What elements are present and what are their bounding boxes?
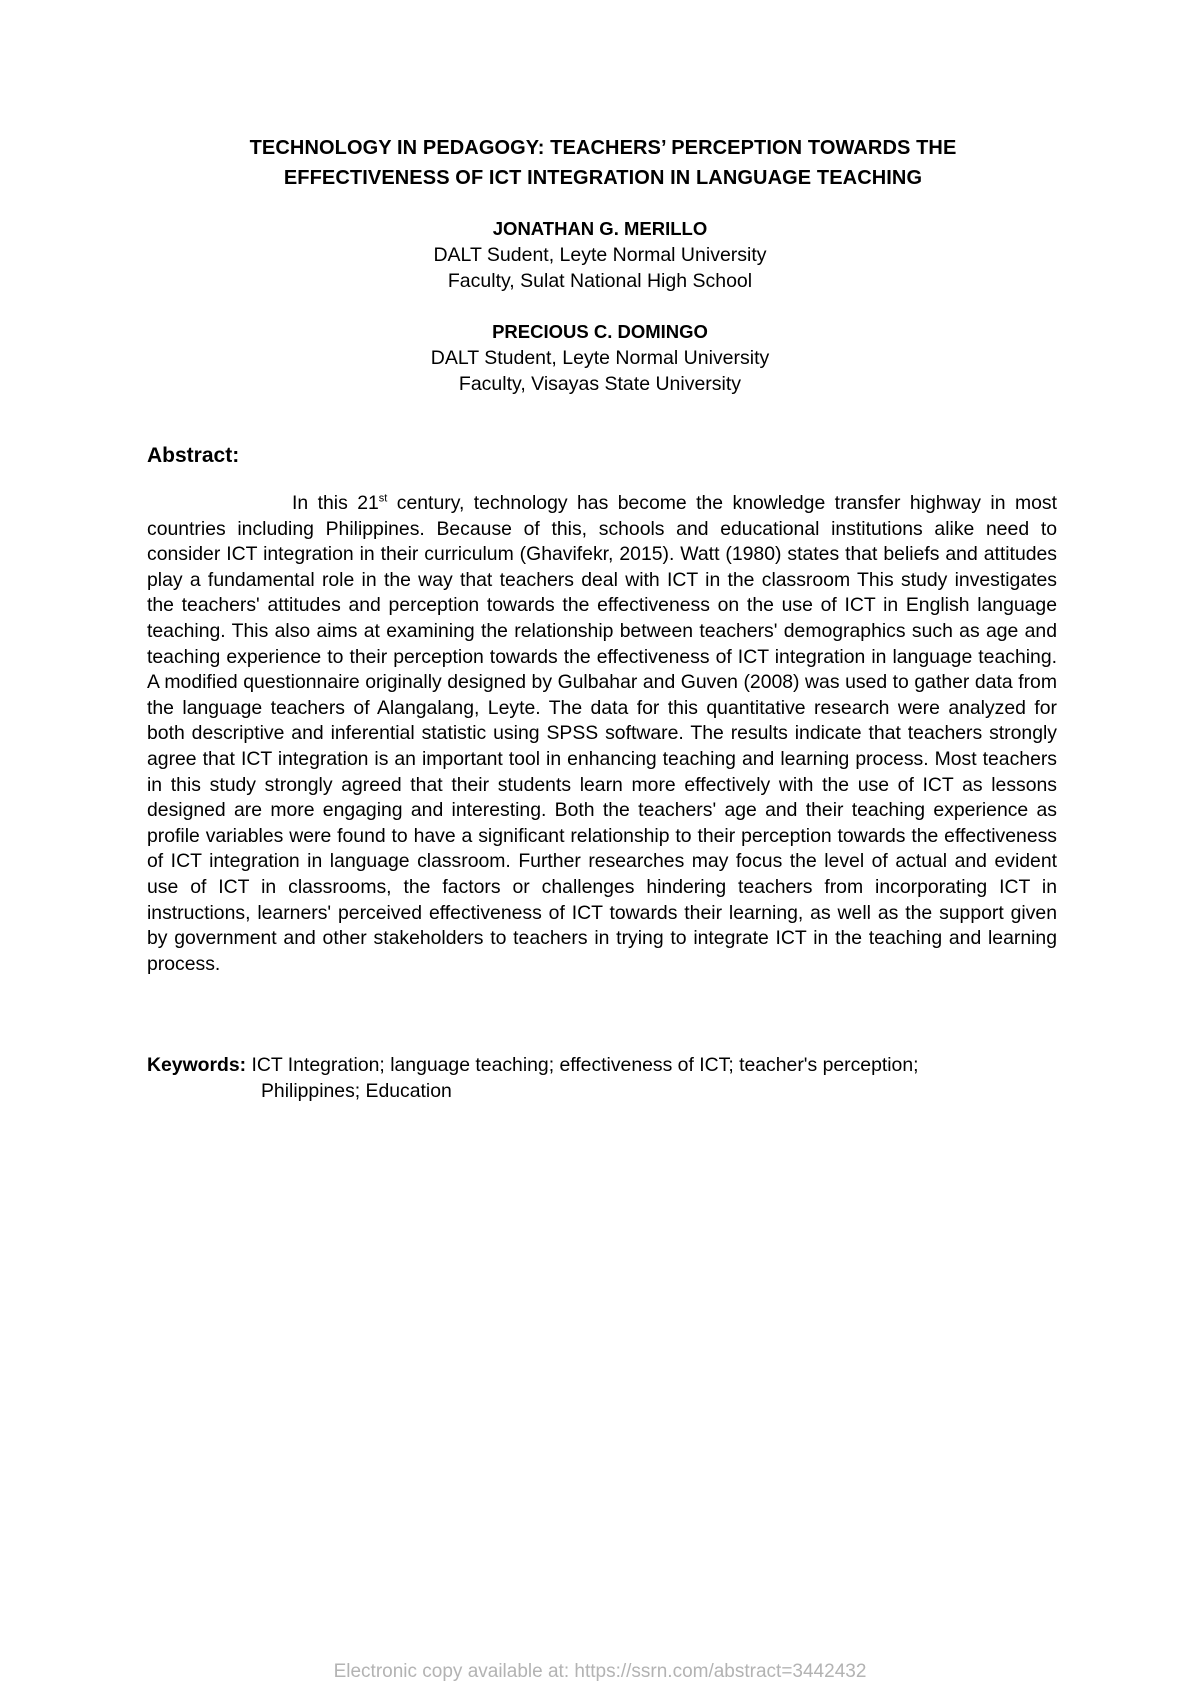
- keywords-label: Keywords:: [147, 1054, 247, 1076]
- abstract-body: [147, 491, 1057, 977]
- keywords: [147, 1053, 1057, 1104]
- keywords-list: ICT Integration; language teaching; effectiveness of ICT; teacher's perception;: [246, 1054, 919, 1076]
- author-block: [300, 319, 900, 397]
- author-name: PRECIOUS C. DOMINGO: [492, 321, 708, 342]
- abstract-text: century, technology has become the knowledge transfer highway in most countries including Philippines. Because of this, schools and educational institutions alike need to consider ICT integration in their curriculum (Ghavifekr, 2015). Watt (1980) states that beliefs and attitudes play a fundamental role in the way that teachers deal with ICT in the classroom This study investigates the teachers' attitudes and perception towards the effectiveness on the use of ICT in English language teaching. This also aims at examining the relationship between teachers' demographics such as age and teaching experience to their perception towards the effectiveness of ICT integration in language teaching. A modified questionnaire originally designed by Gulbahar and Guven (2008) was used to gather data from the language teachers of Alangalang, Leyte. The data for this quantitative research were analyzed for both descriptive and inferential statistic using SPSS software. The results indicate that teachers strongly agree that ICT integration is an important tool in enhancing teaching and learning process. Most teachers in this study strongly agreed that their students learn more effectively with the use of ICT as lessons designed are more engaging and interesting. Both the teachers' age and their teaching experience as profile variables were found to have a significant relationship to their perception towards the effectiveness of ICT integration in language classroom. Further researches may focus the level of actual and evident use of ICT in classrooms, the factors or challenges hindering teachers from incorporating ICT in instructions, learners' perceived effectiveness of ICT towards their learning, as well as the support given by government and other stakeholders to teachers in trying to integrate ICT in the teaching and learning process.: [147, 492, 1057, 975]
- keywords-list-continued: Philippines; Education: [261, 1079, 452, 1102]
- author-affiliation: DALT Sudent, Leyte Normal University: [433, 244, 767, 266]
- author-block: [300, 216, 900, 294]
- abstract-lead: In this 21: [292, 492, 379, 514]
- author-affiliation: DALT Student, Leyte Normal University: [430, 347, 770, 369]
- author-name: JONATHAN G. MERILLO: [492, 218, 708, 239]
- author-affiliation: Faculty, Visayas State University: [458, 373, 742, 395]
- title-line-2: EFFECTIVENESS OF ICT INTEGRATION IN LANGUAGE TEACHING: [283, 167, 923, 189]
- electronic-copy-footer: Electronic copy available at: https://ssrn.com/abstract=3442432: [333, 1661, 867, 1682]
- abstract-heading: Abstract:: [147, 444, 240, 467]
- author-affiliation: Faculty, Sulat National High School: [447, 270, 753, 292]
- paper-title: [148, 133, 1058, 193]
- ordinal-superscript: st: [378, 492, 388, 505]
- title-line-1: TECHNOLOGY IN PEDAGOGY: TEACHERS’ PERCEPTION TOWARDS THE: [249, 137, 957, 159]
